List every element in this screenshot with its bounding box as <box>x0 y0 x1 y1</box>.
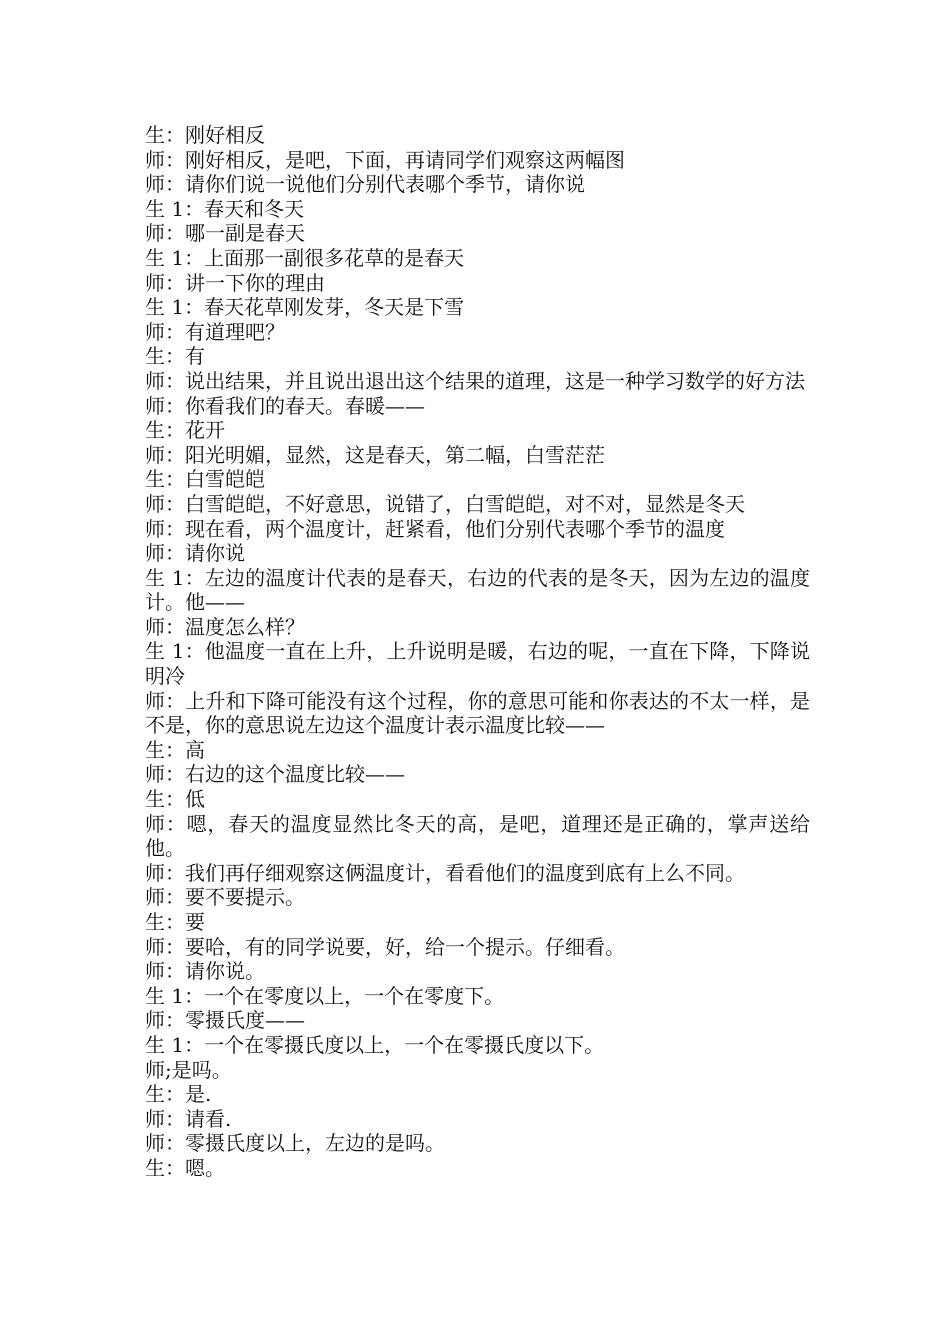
dialogue-line: 生：是. <box>145 1082 212 1107</box>
dialogue-line: 师：零摄氏度以上，左边的是吗。 <box>145 1131 445 1156</box>
dialogue-line: 生 1：一个在零摄氏度以上，一个在零摄氏度以下。 <box>145 1032 605 1057</box>
dialogue-line: 生 1：春天花草刚发芽，冬天是下雪 <box>145 295 465 320</box>
dialogue-line: 师：嗯，春天的温度显然比冬天的高，是吧，道理还是正确的，掌声送给他。 <box>145 811 810 861</box>
dialogue-line: 生：低 <box>145 787 205 812</box>
dialogue-line: 师：请你们说一说他们分别代表哪个季节，请你说 <box>145 172 585 197</box>
dialogue-line: 师：哪一副是春天 <box>145 221 305 246</box>
dialogue-line: 生：嗯。 <box>145 1155 225 1180</box>
dialogue-line: 生：刚好相反 <box>145 123 265 147</box>
dialogue-line: 生：要 <box>145 910 205 934</box>
dialogue-line: 师：要不要提示。 <box>145 885 305 910</box>
dialogue-line: 生：花开 <box>145 418 225 443</box>
dialogue-line: 生：白雪皑皑 <box>145 467 265 492</box>
dialogue-line: 师：右边的这个温度比较—— <box>145 762 405 787</box>
dialogue-line: 师：阳光明媚，显然，这是春天，第二幅，白雪茫茫 <box>145 442 605 467</box>
dialogue-line: 师：现在看，两个温度计，赶紧看，他们分别代表哪个季节的温度 <box>145 516 725 541</box>
dialogue-line: 师：白雪皑皑，不好意思，说错了，白雪皑皑，对不对，显然是冬天 <box>145 491 745 516</box>
dialogue-line: 师：温度怎么样？ <box>145 614 305 639</box>
dialogue-line: 生 1：一个在零度以上，一个在零度下。 <box>145 983 505 1008</box>
dialogue-line: 师;是吗。 <box>145 1057 232 1082</box>
dialogue-line: 生 1：上面那一副很多花草的是春天 <box>145 245 465 270</box>
dialogue-line: 师：上升和下降可能没有这个过程，你的意思可能和你表达的不太一样，是不是，你的意思说左边这个温度计表示温度比较—— <box>145 688 810 738</box>
dialogue-line: 师：说出结果，并且说出退出这个结果的道理，这是一种学习数学的好方法 <box>145 368 805 393</box>
dialogue-line: 师：你看我们的春天。春暖—— <box>145 393 425 418</box>
dialogue-line: 生：有 <box>145 344 205 369</box>
dialogue-line: 师：请看. <box>145 1106 232 1131</box>
dialogue-line: 师：讲一下你的理由 <box>145 270 325 295</box>
dialogue-line: 师：请你说。 <box>145 959 265 984</box>
dialogue-line: 生 1：他温度一直在上升，上升说明是暖，右边的呢，一直在下降，下降说明冷 <box>145 639 810 689</box>
dialogue-line: 师：零摄氏度—— <box>145 1008 305 1033</box>
dialogue-line: 师：请你说 <box>145 541 245 566</box>
dialogue-line: 生 1：左边的温度计代表的是春天，右边的代表的是冬天，因为左边的温度计。他—— <box>145 565 810 615</box>
dialogue-line: 师：我们再仔细观察这俩温度计，看看他们的温度到底有上么不同。 <box>145 860 745 885</box>
dialogue-text <box>145 123 810 1181</box>
dialogue-line: 生：高 <box>145 737 205 762</box>
dialogue-line: 师：刚好相反，是吧，下面，再请同学们观察这两幅图 <box>145 147 625 172</box>
dialogue-line: 师：要哈，有的同学说要，好，给一个提示。仔细看。 <box>145 934 625 959</box>
dialogue-line: 师：有道理吧？ <box>145 319 285 344</box>
dialogue-line: 生 1：春天和冬天 <box>145 196 305 221</box>
